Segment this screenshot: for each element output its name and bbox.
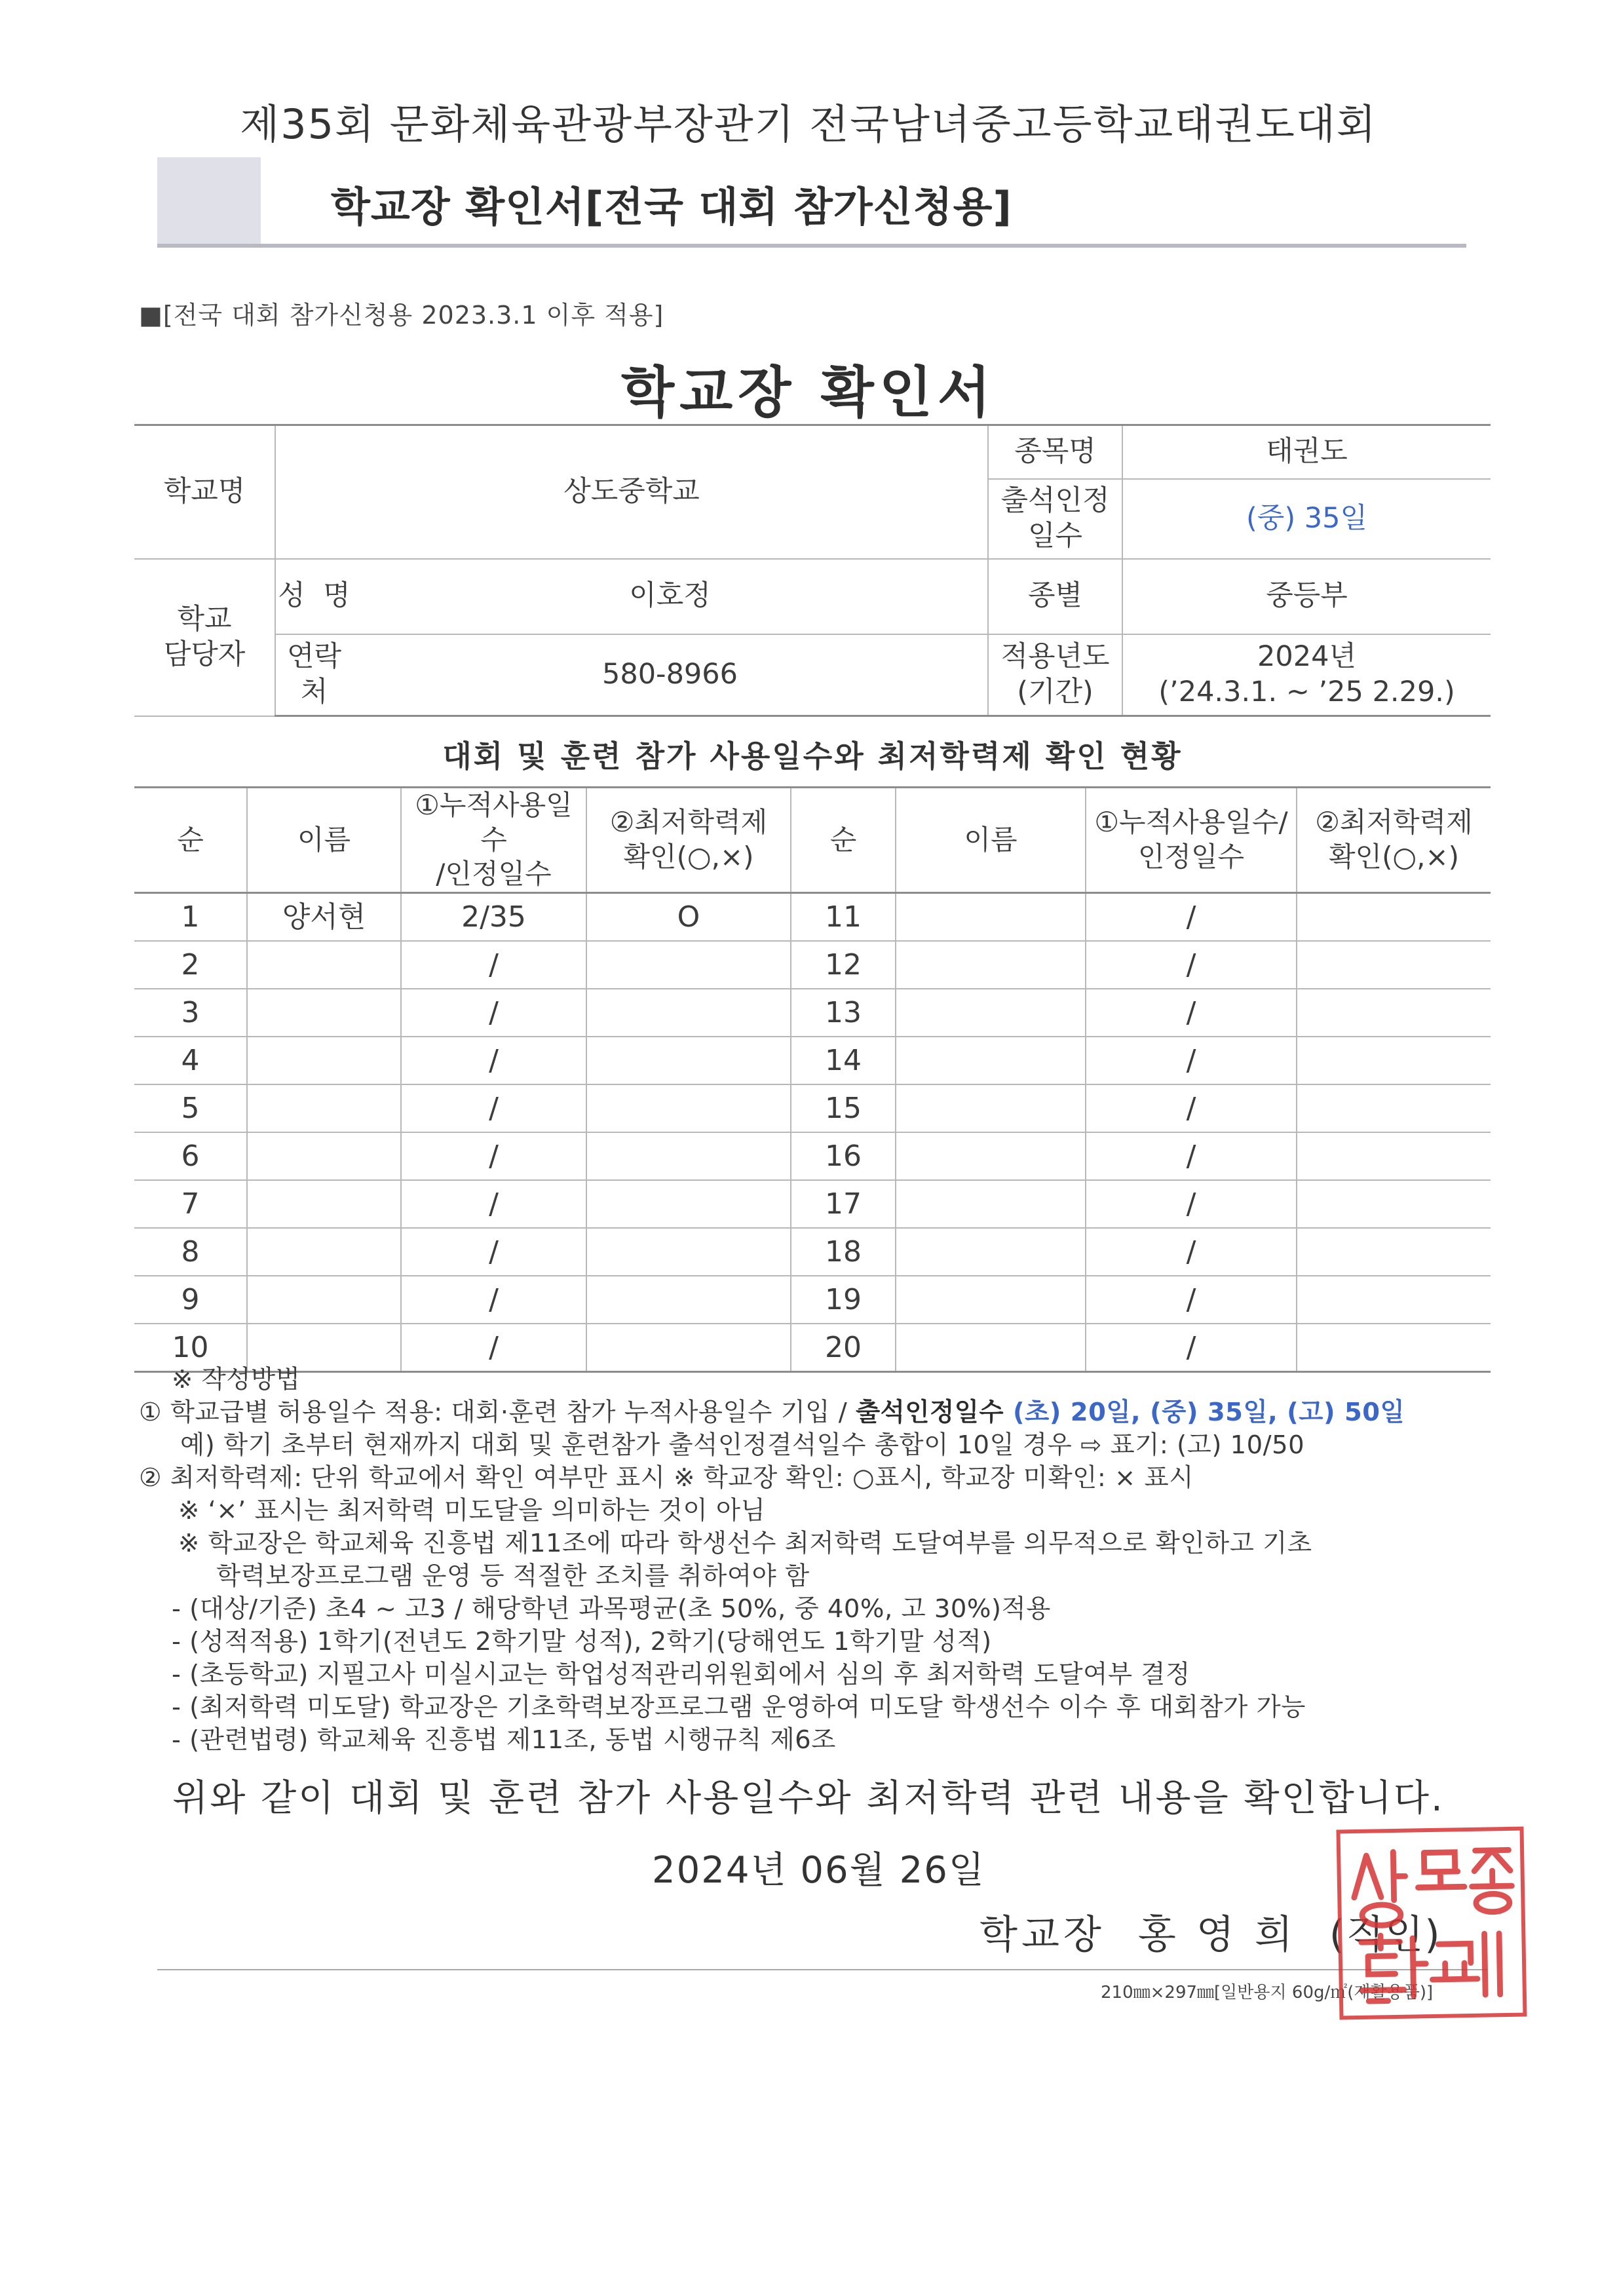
row-min-right — [1297, 1228, 1491, 1276]
row-no-right: 20 — [791, 1324, 896, 1372]
application-notice: ■[전국 대회 참가신청용 2023.3.1 이후 적용] — [139, 301, 664, 330]
banner-shade — [157, 157, 261, 244]
row-days-right: / — [1086, 1324, 1297, 1372]
row-no-right: 14 — [791, 1037, 896, 1084]
row-name-right — [896, 941, 1086, 989]
applied-year-label — [988, 634, 1122, 716]
row-days-left: / — [401, 1037, 586, 1084]
row-days-right: / — [1086, 1276, 1297, 1324]
col-days-right — [1086, 788, 1297, 893]
row-no-right: 13 — [791, 989, 896, 1037]
row-min-left — [586, 941, 791, 989]
row-no-right: 11 — [791, 892, 896, 941]
row-no-left: 4 — [134, 1037, 247, 1084]
row-min-right — [1297, 1276, 1491, 1324]
principal-name: 홍 영 희 — [1137, 1912, 1297, 1958]
row-days-right: / — [1086, 941, 1297, 989]
bullet-elementary: - (초등학교) 지필고사 미실시교는 학업성적관리위원회에서 심의 후 최저학력 도달여부 결정 — [172, 1660, 1190, 1689]
row-days-left: / — [401, 1276, 586, 1324]
row-min-right — [1297, 1324, 1491, 1372]
applied-year-value-line2: (’24.3.1. ~ ’25 2.29.) — [1158, 675, 1455, 708]
applied-year-label-line2: (기간) — [1017, 675, 1094, 708]
instruction-item-2: ② 최저학력제: 단위 학교에서 확인 여부만 표시 ※ 학교장 확인: ○표시, 학교장 미확인: × 표시 — [139, 1463, 1194, 1493]
title-banner — [157, 157, 1466, 248]
row-name-right — [896, 1132, 1086, 1180]
manager-label-line2: 담당자 — [163, 638, 246, 671]
col-no-left: 순 — [134, 788, 247, 893]
col-days-left-line1: ①누적사용일수 — [415, 789, 573, 856]
col-min-right — [1297, 788, 1491, 893]
event-value: 태권도 — [1122, 425, 1491, 479]
row-min-left — [586, 1324, 791, 1372]
row-days-right: / — [1086, 1228, 1297, 1276]
row-days-left: 2/35 — [401, 892, 586, 941]
contact-label: 연락처 — [275, 634, 352, 716]
row-days-left: / — [401, 1132, 586, 1180]
col-min-right-line1: ②최저학력제 — [1315, 806, 1473, 839]
bullet-laws: - (관련법령) 학교체육 진흥법 제11조, 동법 시행규칙 제6조 — [172, 1725, 836, 1755]
row-name-left — [247, 1132, 401, 1180]
attendance-term: 출석인정일수 — [855, 1398, 1004, 1427]
col-name-right: 이름 — [896, 788, 1086, 893]
col-days-right-line1: ①누적사용일수/ — [1094, 806, 1288, 839]
signing-date: 2024년 06월 26일 — [652, 1849, 985, 1892]
row-no-left: 6 — [134, 1132, 247, 1180]
school-name-label: 학교명 — [134, 425, 275, 559]
row-min-right — [1297, 989, 1491, 1037]
table-row — [134, 989, 1491, 1037]
row-no-left: 7 — [134, 1180, 247, 1228]
school-seal-stamp — [1336, 1827, 1527, 2020]
row-days-left: / — [401, 1228, 586, 1276]
row-days-right: / — [1086, 1084, 1297, 1132]
row-min-right — [1297, 1084, 1491, 1132]
row-name-left — [247, 1228, 401, 1276]
manager-label-line1: 학교 — [177, 602, 232, 636]
col-min-left-line2: 확인(○,×) — [623, 840, 754, 873]
contact-value: 580-8966 — [352, 634, 988, 716]
row-name-right — [896, 1037, 1086, 1084]
table-row — [134, 1276, 1491, 1324]
attendance-label-line2: 일수 — [1027, 519, 1083, 552]
col-days-left-line2: /인정일수 — [436, 858, 552, 890]
applied-year-value-line1: 2024년 — [1257, 640, 1356, 673]
row-days-left: / — [401, 941, 586, 989]
paper-spec: 210㎜×297㎜[일반용지 60g/㎡(재활용품)] — [1101, 1983, 1434, 2002]
row-days-left: / — [401, 1180, 586, 1228]
row-days-right: / — [1086, 892, 1297, 941]
banner-title: 학교장 확인서[전국 대회 참가신청용] — [331, 183, 1012, 231]
athlete-roster-table — [134, 786, 1491, 1373]
instruction-note-2b: 학력보장프로그램 운영 등 적절한 조치를 취하여야 함 — [216, 1561, 810, 1591]
row-name-right — [896, 1180, 1086, 1228]
row-name-right — [896, 1084, 1086, 1132]
row-days-right: / — [1086, 1180, 1297, 1228]
instruction-note-2a: ※ 학교장은 학교체육 진흥법 제11조에 따라 학생선수 최저학력 도달여부를 의무적으로 확인하고 기초 — [178, 1529, 1312, 1558]
manager-label — [134, 559, 275, 716]
category-value: 중등부 — [1122, 559, 1491, 634]
row-name-left — [247, 1037, 401, 1084]
col-days-right-line2: 인정일수 — [1137, 840, 1245, 873]
row-name-left — [247, 1084, 401, 1132]
row-name-right — [896, 1324, 1086, 1372]
bullet-target: - (대상/기준) 초4 ~ 고3 / 해당학년 과목평균(초 50%, 중 40%, 고 30%)적용 — [172, 1594, 1051, 1624]
name-value: 이호정 — [352, 559, 988, 634]
school-name-value: 상도중학교 — [275, 425, 988, 559]
row-days-left: / — [401, 1084, 586, 1132]
footer-rule — [157, 1969, 1487, 1970]
table-row — [134, 1132, 1491, 1180]
table-row — [134, 892, 1491, 941]
seal-icon — [1341, 1831, 1523, 2016]
row-min-right — [1297, 1180, 1491, 1228]
row-min-left — [586, 1228, 791, 1276]
row-min-right — [1297, 1037, 1491, 1084]
col-min-left — [586, 788, 791, 893]
instruction-item-1 — [139, 1392, 1405, 1428]
instruction-example: 예) 학기 초부터 현재까지 대회 및 훈련참가 출석인정결석일수 총합이 10일 경우 ⇨ 표기: (고) 10/50 — [180, 1430, 1305, 1460]
row-min-left: O — [586, 892, 791, 941]
row-min-right — [1297, 892, 1491, 941]
status-heading: 대회 및 훈련 참가 사용일수와 최저학력제 확인 현황 — [442, 738, 1183, 774]
row-min-left — [586, 1132, 791, 1180]
principal-title: 학교장 — [980, 1912, 1105, 1958]
table-row — [134, 1037, 1491, 1084]
row-no-right: 18 — [791, 1228, 896, 1276]
row-min-left — [586, 1084, 791, 1132]
applied-year-label-line1: 적용년도 — [1000, 640, 1110, 673]
attendance-days-label — [988, 479, 1122, 559]
row-min-right — [1297, 1132, 1491, 1180]
confirmation-statement: 위와 같이 대회 및 훈련 참가 사용일수와 최저학력 관련 내용을 확인합니다. — [172, 1777, 1445, 1820]
instruction-item-1-text: ① 학교급별 허용일수 적용: 대회·훈련 참가 누적사용일수 기입 / — [139, 1398, 856, 1427]
row-days-left: / — [401, 989, 586, 1037]
row-min-left — [586, 1180, 791, 1228]
instructions-title: ※ 작성방법 — [172, 1365, 301, 1394]
row-min-left — [586, 989, 791, 1037]
attendance-label-line1: 출석인정 — [1000, 484, 1110, 517]
row-no-left: 2 — [134, 941, 247, 989]
row-no-right: 16 — [791, 1132, 896, 1180]
row-no-left: 9 — [134, 1276, 247, 1324]
row-name-left — [247, 1180, 401, 1228]
row-name-left — [247, 1276, 401, 1324]
applied-year-value — [1122, 634, 1491, 716]
row-no-right: 15 — [791, 1084, 896, 1132]
row-name-right — [896, 1228, 1086, 1276]
row-min-right — [1297, 941, 1491, 989]
col-no-right: 순 — [791, 788, 896, 893]
bullet-grades: - (성적적용) 1학기(전년도 2학기말 성적), 2학기(당해연도 1학기말 성적) — [172, 1627, 992, 1656]
row-name-left — [247, 989, 401, 1037]
row-no-left: 10 — [134, 1324, 247, 1372]
document-title: 학교장 확인서 — [620, 360, 997, 425]
event-label: 종목명 — [988, 425, 1122, 479]
school-info-table — [134, 424, 1491, 717]
row-no-right: 17 — [791, 1180, 896, 1228]
row-days-left: / — [401, 1324, 586, 1372]
row-days-right: / — [1086, 1037, 1297, 1084]
row-no-left: 1 — [134, 892, 247, 941]
row-name-right — [896, 892, 1086, 941]
row-name-left — [247, 941, 401, 989]
row-days-right: / — [1086, 1132, 1297, 1180]
category-label: 종별 — [988, 559, 1122, 634]
col-days-left — [401, 788, 586, 893]
attendance-days-value: (중) 35일 — [1122, 479, 1491, 559]
row-name-left: 양서현 — [247, 892, 401, 941]
row-min-left — [586, 1037, 791, 1084]
col-name-left: 이름 — [247, 788, 401, 893]
seal-label: (직인) — [1329, 1912, 1441, 1958]
instruction-note-1: ※ ‘×’ 표시는 최저학력 미도달을 의미하는 것이 아님 — [178, 1496, 766, 1525]
row-name-right — [896, 989, 1086, 1037]
table-row — [134, 1180, 1491, 1228]
row-no-left: 3 — [134, 989, 247, 1037]
table-row — [134, 941, 1491, 989]
table-row — [134, 1324, 1491, 1372]
row-no-left: 8 — [134, 1228, 247, 1276]
row-min-left — [586, 1276, 791, 1324]
row-no-right: 12 — [791, 941, 896, 989]
table-row — [134, 1084, 1491, 1132]
table-row — [134, 1228, 1491, 1276]
allowed-days: (초) 20일, (중) 35일, (고) 50일 — [1004, 1398, 1405, 1427]
event-title: 제35회 문화체육관광부장관기 전국남녀중고등학교태권도대회 — [240, 100, 1377, 148]
bullet-below-min: - (최저학력 미도달) 학교장은 기초학력보장프로그램 운영하여 미도달 학생선수 이수 후 대회참가 가능 — [172, 1693, 1306, 1722]
row-name-right — [896, 1276, 1086, 1324]
row-no-right: 19 — [791, 1276, 896, 1324]
col-min-left-line1: ②최저학력제 — [609, 806, 768, 839]
row-days-right: / — [1086, 989, 1297, 1037]
name-label: 성 명 — [275, 559, 352, 634]
col-min-right-line2: 확인(○,×) — [1328, 840, 1460, 873]
row-no-left: 5 — [134, 1084, 247, 1132]
